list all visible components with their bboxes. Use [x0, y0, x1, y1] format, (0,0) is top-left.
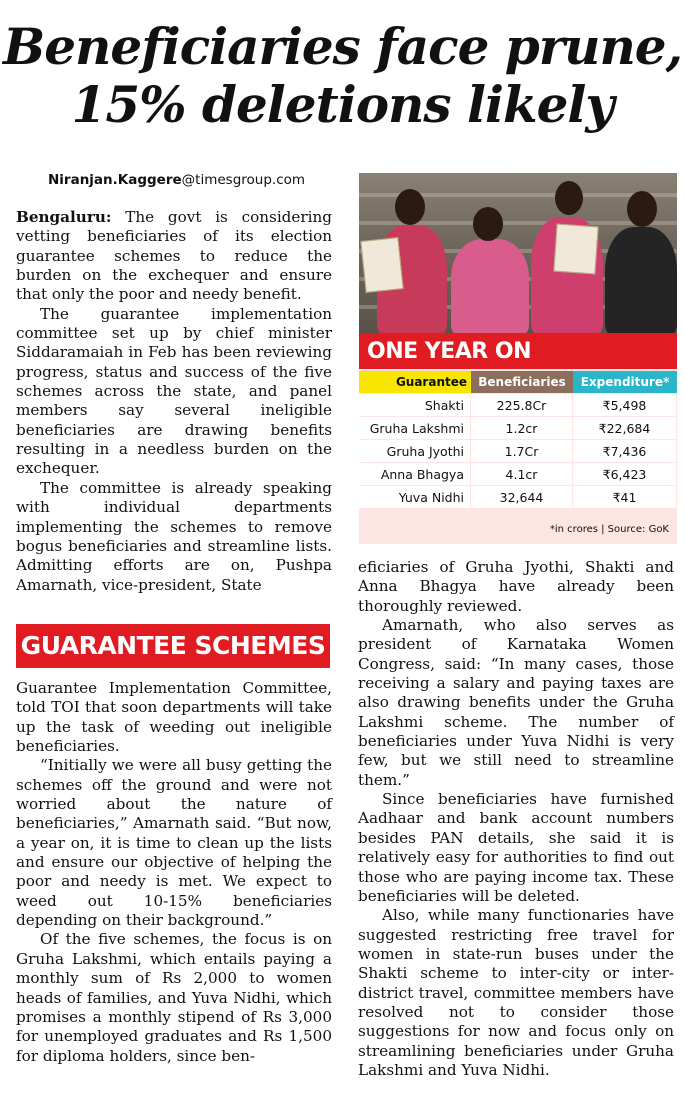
article-paragraph: The guarantee implementation committee set up by chief minister Siddaramaiah in Feb has been reviewing progress, status and success of the five schemes across the state, and panel members say several ineligible beneficiaries are drawing benefits resulting in a needless burden on the exchequer. — [16, 304, 332, 478]
news-photo — [359, 173, 677, 333]
headline-line-1: Beneficiaries face prune, — [2, 17, 683, 76]
guarantee-table — [359, 370, 677, 509]
byline-domain: @timesgroup.com — [181, 172, 306, 188]
article-paragraph: Also, while many functionaries have suggested restricting free travel for women in state-run buses under the Shakti scheme to inter-city or inter-district travel, committee members have resolved not to consider those suggestions for now and focus only on streamlining beneficiaries under Gruha Lakshmi and Yuva Nidhi. — [358, 906, 674, 1079]
table-source-note: *in crores | Source: GoK — [549, 524, 669, 535]
table-row: Anna Bhagya 4.1cr ₹6,423 — [359, 463, 677, 485]
section-banner: GUARANTEE SCHEMES — [16, 624, 330, 668]
article-paragraph: Guarantee Implementation Committee, told TOI that soon departments will take up the task of weeding out ineligible beneficiaries. — [16, 679, 332, 756]
panel-title: ONE YEAR ON — [359, 333, 677, 369]
article-paragraph: Amarnath, who also serves as president of Karnataka Women Congress, said: “In many cases, those receiving a salary and paying taxes are also drawing benefits under the Gruha Lakshmi scheme. The number of beneficiaries under Yuva Nidhi is very few, but we still need to streamline them.” — [358, 616, 674, 789]
article-paragraph: Bengaluru: The govt is considering vetting beneficiaries of its election guarantee schemes to reduce the burden on the exchequer and ensure that only the poor and needy benefit. — [16, 208, 333, 304]
column-header: Expenditure* — [573, 371, 677, 393]
column-header: Beneficiaries — [471, 371, 573, 393]
dateline: Bengaluru: — [16, 208, 112, 226]
column-header: Guarantee — [359, 371, 471, 393]
table-row: Yuva Nidhi 32,644 ₹41 — [359, 486, 677, 508]
headline-line-2: 15% deletions likely — [71, 75, 614, 134]
article-paragraph: eficiaries of Gruha Jyothi, Shakti and Anna Bhagya have already been thoroughly reviewed. — [358, 558, 674, 615]
headline — [0, 18, 685, 134]
table-row: Gruha Lakshmi 1.2cr ₹22,684 — [359, 417, 677, 439]
byline-name: Niranjan.Kaggere — [48, 172, 182, 188]
article-paragraph: Since beneficiaries have furnished Aadhaar and bank account numbers besides PAN details, she said it is relatively easy for authorities to find out those who are paying income tax. These beneficiaries will be deleted. — [358, 790, 674, 905]
article-column-1-bottom — [16, 679, 332, 1066]
article-column-2 — [358, 558, 674, 1080]
article-column-1-top — [16, 208, 332, 595]
table-row: Shakti 225.8Cr ₹5,498 — [359, 394, 677, 416]
table-row: Gruha Jyothi 1.7Cr ₹7,436 — [359, 440, 677, 462]
byline — [48, 172, 305, 188]
one-year-on-panel — [359, 333, 677, 544]
article-paragraph: Of the five schemes, the focus is on Gruha Lakshmi, which entails paying a monthly sum of Rs 2,000 to women heads of families, and Yuva Nidhi, which promises a monthly stipend of Rs 3,000 for unemployed graduates and Rs 1,500 for diploma holders, since ben- — [16, 930, 332, 1065]
article-paragraph: The committee is already speaking with individual departments implementing the schemes to remove bogus beneficiaries and streamline lists. Admitting efforts are on, Pushpa Amarnath, vice-president, State — [16, 478, 332, 594]
article-paragraph: “Initially we were all busy getting the schemes off the ground and were not worried about the nature of beneficiaries,” Amarnath said. “But now, a year on, it is time to clean up the lists and ensure our objective of helping the poor and needy is met. We expect to weed out 10-15% beneficiaries depending on their background.” — [16, 756, 332, 930]
